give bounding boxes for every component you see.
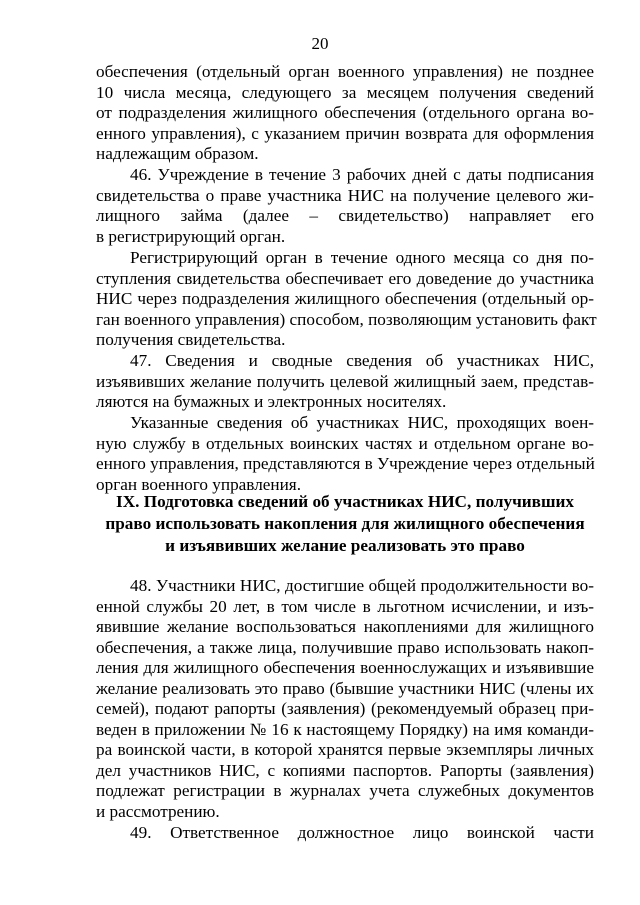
heading-line: право использовать накопления для жилищного обеспечения — [105, 514, 585, 533]
text-line: Регистрирующий орган в течение одного месяца со дня по- — [130, 248, 594, 267]
text-line: ступления свидетельства обеспечивает его доведение до участника — [96, 268, 594, 288]
paragraph-49 — [96, 823, 594, 844]
text-line: енного управления), с указанием причин возврата для оформления — [96, 123, 594, 143]
text-line: 10 числа месяца, следующего за месяцем получения сведений — [96, 82, 594, 102]
text-line: и рассмотрению. — [96, 801, 220, 821]
heading-line: IX. Подготовка сведений об участниках НИС, получивших — [116, 492, 574, 511]
text-line: в регистрирующий орган. — [96, 226, 286, 246]
paragraph-47-details — [96, 413, 594, 495]
text-line: 47. Сведения и сводные сведения об участниках НИС, — [130, 351, 594, 370]
heading-line: и изъявивших желание реализовать это право — [165, 536, 525, 555]
text-line: ган военного управления) способом, позволяющим установить факт — [96, 309, 597, 329]
text-line: семей), подают рапорты (заявления) (рекомендуемый образец при- — [96, 699, 594, 718]
text-line: ляются на бумажных и электронных носителях. — [96, 392, 447, 411]
paragraph-48 — [96, 576, 594, 822]
text-line: обеспечения, а также лица, получившие право использовать накоп- — [96, 637, 594, 657]
text-line: от подразделения жилищного обеспечения (отдельного органа во- — [96, 103, 594, 122]
text-line: дел участников НИС, с копиями паспортов. Рапорты (заявления) — [96, 760, 594, 780]
text-line: 46. Учреждение в течение 3 рабочих дней с даты подписания — [130, 165, 594, 184]
text-line: НИС через подразделения жилищного обеспечения (отдельный ор- — [96, 289, 594, 308]
text-line: веден в приложении № 16 к настоящему Порядку) на имя команди- — [96, 719, 594, 739]
paragraph-continuation — [96, 62, 594, 165]
text-line: свидетельства о праве участника НИС на получение целевого жи- — [96, 185, 594, 205]
text-line: орган военного управления. — [96, 474, 301, 494]
text-line: енного управления, представляются в Учреждение через отдельный — [96, 454, 595, 473]
text-line: подлежат регистрации в журналах учета служебных документов — [96, 781, 594, 800]
text-line: 49. Ответственное должностное лицо воинской части — [130, 823, 594, 842]
text-line: ную службу в отдельных воинских частях и отдельном органе во- — [96, 433, 594, 453]
text-line: ра воинской части, в которой хранятся первые экземпляры личных — [96, 740, 594, 759]
page-number: 20 — [311, 34, 329, 53]
text-line: надлежащим образом. — [96, 144, 259, 163]
paragraph-46 — [96, 165, 594, 247]
text-line: обеспечения (отдельный орган военного управления) не позднее — [96, 62, 594, 81]
text-line: явившие желание воспользоваться накоплениями для жилищного — [96, 617, 594, 636]
paragraph-46-registering-body — [96, 248, 597, 351]
text-line: изъявивших желание получить целевой жилищный заем, представ- — [96, 371, 594, 391]
text-line: получения свидетельства. — [96, 330, 286, 349]
text-line: 48. Участники НИС, достигшие общей продолжительности во- — [130, 576, 594, 595]
text-line: ления для жилищного обеспечения военнослужащих и изъявившие — [96, 658, 594, 677]
text-line: лищного займа (далее – свидетельство) направляет его — [96, 206, 594, 225]
text-line: енной службы 20 лет, в том числе в льготном исчислении, и изъ- — [96, 596, 594, 616]
paragraph-47 — [96, 351, 594, 413]
section-heading — [96, 491, 594, 557]
text-line: Указанные сведения об участниках НИС, проходящих воен- — [130, 413, 594, 432]
text-line: желание реализовать это право (бывшие участники НИС (члены их — [96, 678, 594, 698]
